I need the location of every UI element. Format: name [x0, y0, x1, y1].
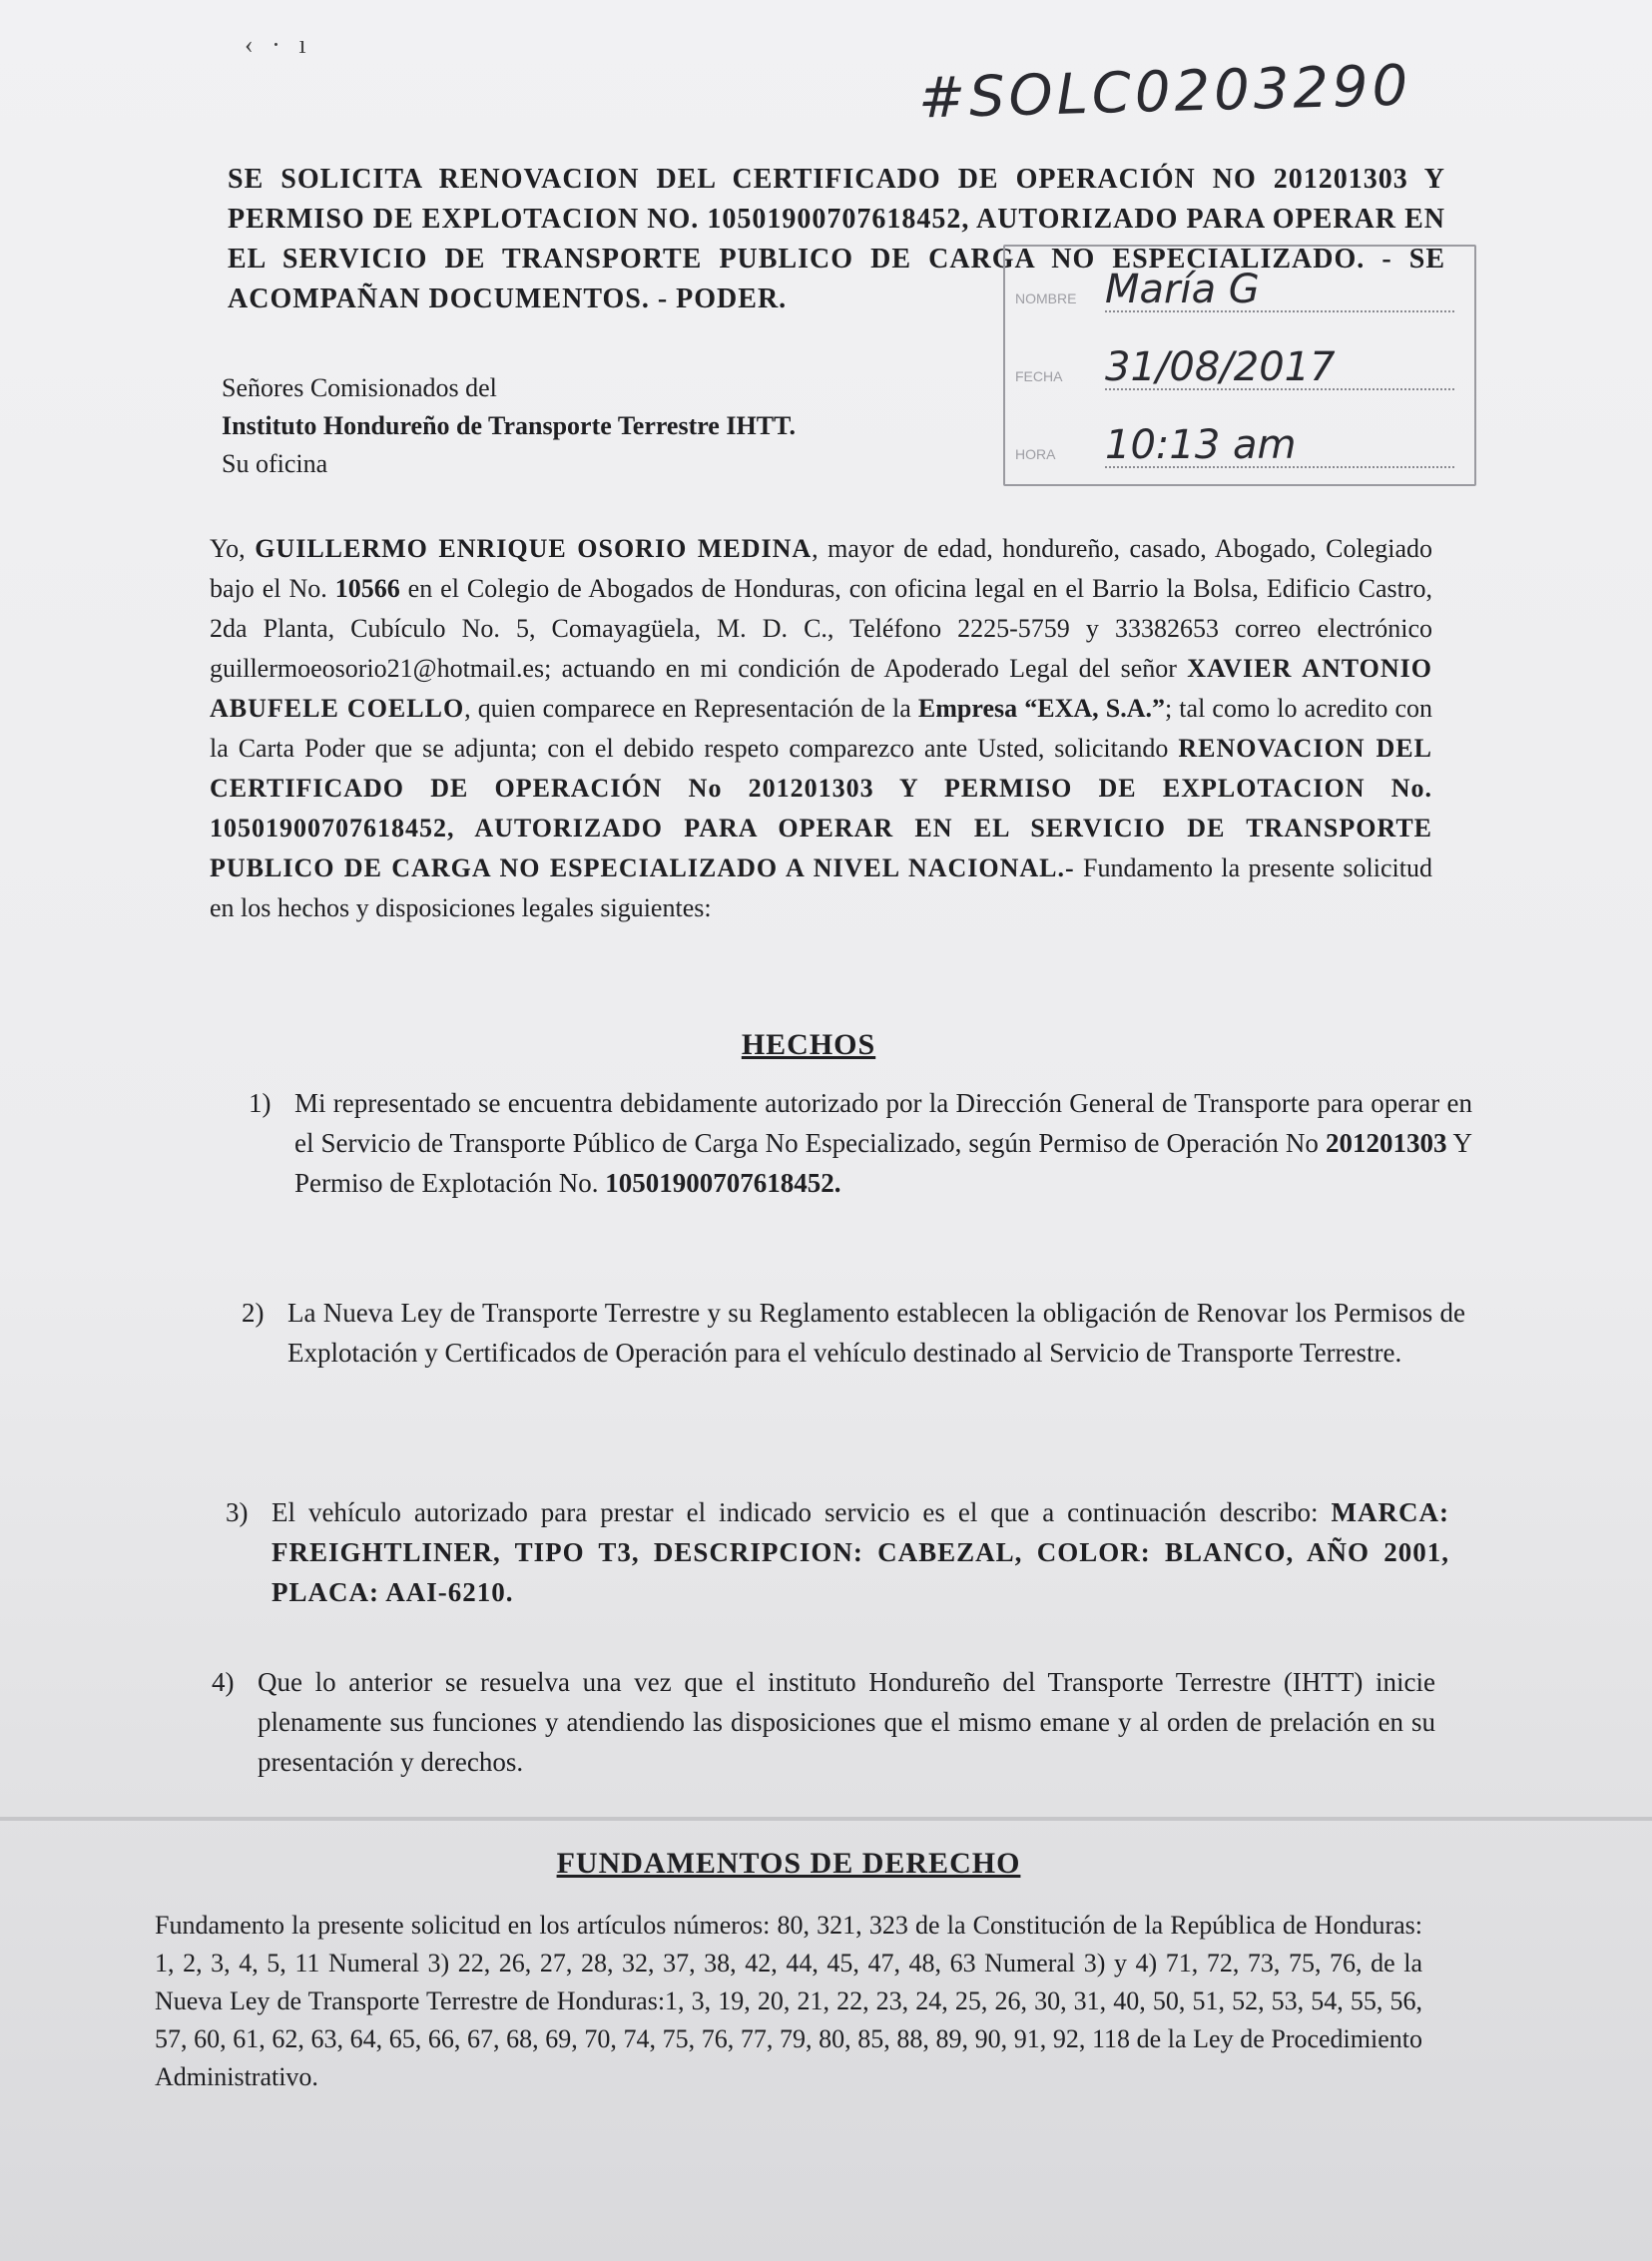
addressee-line: Señores Comisionados del: [222, 373, 497, 402]
hecho-number: 2): [242, 1298, 265, 1328]
hecho-item-1: 1) Mi representado se encuentra debidamente autorizado por la Dirección General de Transporte para operar en el Servicio de Transporte Público de Carga No Especializado, según Permiso de Operación No 201201303 Y Permiso de Explotación No. 10501900707618452.: [294, 1083, 1472, 1203]
corner-mark: ‹ · ı: [245, 30, 312, 59]
stamp-row-name: [1015, 257, 1454, 316]
reception-stamp: [1003, 245, 1476, 486]
company-name: Empresa “EXA, S.A.”: [917, 694, 1165, 723]
hechos-title: HECHOS: [741, 1028, 876, 1061]
stamp-row-date: [1015, 334, 1454, 394]
hecho-number: 3): [226, 1497, 249, 1527]
stamp-label: NOMBRE: [1015, 290, 1077, 306]
handwritten-reference-number: #SOLC0203290: [917, 53, 1413, 132]
hecho-number: 4): [212, 1667, 235, 1697]
stamp-label: FECHA: [1015, 368, 1063, 384]
hecho-number: 1): [249, 1088, 272, 1118]
hecho-item-2: 2) La Nueva Ley de Transporte Terrestre y su Reglamento establecen la obligación de Renovar los Permisos de Explotación y Certificados de Operación para el vehículo destinado al Servicio de Transporte Terrestre.: [287, 1293, 1465, 1373]
hecho-item-3: 3) El vehículo autorizado para prestar el indicado servicio es el que a continuación describo: MARCA: FREIGHTLINER, TIPO T3, DESCRIPCION: CABEZAL, COLOR: BLANCO, AÑO 2001, PLACA: AAI-6210.: [272, 1492, 1449, 1612]
applicant-name: GUILLERMO ENRIQUE OSORIO MEDINA: [255, 534, 813, 563]
stamp-row-time: [1015, 412, 1454, 472]
paper-fold: [0, 1817, 1652, 1821]
stamp-value-name: María G: [1105, 267, 1260, 312]
intro-paragraph: Yo, GUILLERMO ENRIQUE OSORIO MEDINA, mayor de edad, hondureño, casado, Abogado, Colegiado bajo el No. 10566 en el Colegio de Abogados de Honduras, con oficina legal en el Barrio la Bolsa, Edificio Castro, 2da Planta, Cubículo No. 5, Comayagüela, M. D. C., Teléfono 2225-5759 y 33382653 correo electrónico guillermoeosorio21@hotmail.es; actuando en mi condición de Apoderado Legal del señor XAVIER ANTONIO ABUFELE COELLO, quien comparece en Representación de la Empresa “EXA, S.A.”; tal como lo acredito con la Carta Poder que se adjunta; con el debido respeto comparezco ante Usted, solicitando RENOVACION DEL CERTIFICADO DE OPERACIÓN No 201201303 Y PERMISO DE EXPLOTACION No. 10501900707618452, AUTORIZADO PARA OPERAR EN EL SERVICIO DE TRANSPORTE PUBLICO DE CARGA NO ESPECIALIZADO A NIVEL NACIONAL.- Fundamento la presente solicitud en los hechos y disposiciones legales siguientes:: [210, 534, 1433, 922]
stamp-value-date: 31/08/2017: [1105, 344, 1336, 390]
hecho-item-4: 4) Que lo anterior se resuelva una vez que el instituto Hondureño del Transporte Terrestre (IHTT) inicie plenamente sus funciones y atendiendo las disposiciones que el mismo emane y al orden de prelación en su presentación y derechos.: [258, 1662, 1435, 1782]
stamp-value-time: 10:13 am: [1105, 422, 1297, 468]
addressee-institution: Instituto Hondureño de Transporte Terrestre IHTT.: [222, 411, 796, 440]
fundamentos-paragraph: Fundamento la presente solicitud en los artículos números: 80, 321, 323 de la Constitución de la República de Honduras: 1, 2, 3, 4, 5, 11 Numeral 3) 22, 26, 27, 28, 32, 37, 38, 42, 44, 45, 47, 48, 63 Numeral 3) y 4) 71, 72, 73, 75, 76, de la Nueva Ley de Transporte Terrestre de Honduras:1, 3, 19, 20, 21, 22, 23, 24, 25, 26, 30, 31, 40, 50, 51, 52, 53, 54, 55, 56, 57, 60, 61, 62, 63, 64, 65, 66, 67, 68, 69, 70, 74, 75, 76, 77, 79, 80, 85, 88, 89, 90, 91, 92, 118 de la Ley de Procedimiento Administrativo.: [155, 1911, 1422, 2091]
addressee-line: Su oficina: [222, 449, 328, 478]
client-name: XAVIER ANTONIO ABUFELE COELLO: [210, 654, 1433, 723]
colegiado-number: 10566: [334, 574, 400, 603]
stamp-label: HORA: [1015, 446, 1056, 462]
request-text: RENOVACION DEL CERTIFICADO DE OPERACIÓN No 201201303 Y PERMISO DE EXPLOTACION No. 10501900707618452, AUTORIZADO PARA OPERAR EN EL SERVICIO DE TRANSPORTE PUBLICO DE CARGA NO ESPECIALIZADO A NIVEL NACIONAL.-: [210, 734, 1432, 882]
addressee-block: [222, 369, 796, 483]
fundamentos-title: FUNDAMENTOS DE DERECHO: [556, 1847, 1021, 1880]
document-subject: SE SOLICITA RENOVACION DEL CERTIFICADO DE OPERACIÓN NO 201201303 Y PERMISO DE EXPLOTACION NO. 10501900707618452, AUTORIZADO PARA OPERAR EN EL SERVICIO DE TRANSPORTE PUBLICO DE CARGA NO ESPECIALIZADO. - SE ACOMPAÑAN DOCUMENTOS. - PODER.: [228, 164, 1445, 314]
